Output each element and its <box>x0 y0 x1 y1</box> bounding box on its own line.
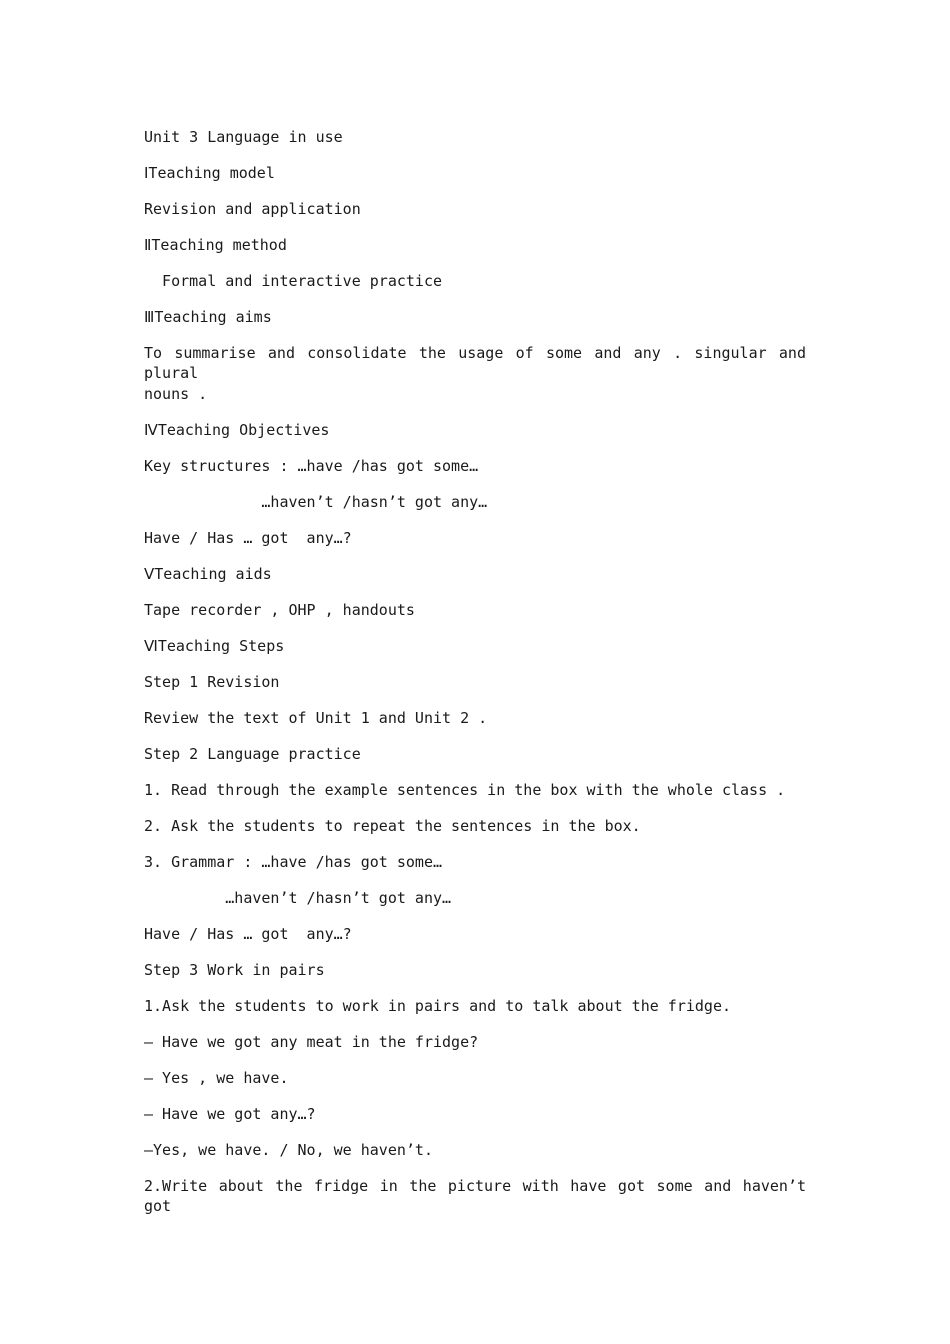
section-heading-teaching-method: ⅡTeaching method <box>144 236 287 254</box>
body-text: To summarise and consolidate the usage of some and any . singular and plural <box>144 344 806 382</box>
list-item: 2.Write about the fridge in the picture with have got some and haven’t got <box>144 1177 806 1215</box>
body-text: …haven’t /hasn’t got any… <box>144 889 452 907</box>
section-heading-teaching-model: ⅠTeaching model <box>144 164 275 182</box>
body-text: Tape recorder , OHP , handouts <box>144 601 415 619</box>
step-heading: Step 1 Revision <box>144 673 280 691</box>
body-text: Formal and interactive practice <box>144 272 443 290</box>
body-text: Have / Has … got any…? <box>144 529 352 547</box>
list-item: 1.Ask the students to work in pairs and to talk about the fridge. <box>144 997 731 1015</box>
section-heading-teaching-objectives: ⅣTeaching Objectives <box>144 421 330 439</box>
body-text: Revision and application <box>144 200 361 218</box>
section-heading-teaching-aims: ⅢTeaching aims <box>144 308 272 326</box>
list-item: 3. Grammar : …have /has got some… <box>144 853 443 871</box>
dialogue-line: — Have we got any…? <box>144 1105 316 1123</box>
body-text: nouns . <box>144 385 208 403</box>
body-text: Key structures : …have /has got some… <box>144 457 479 475</box>
list-item: 1. Read through the example sentences in the box with the whole class . <box>144 781 786 799</box>
step-heading: Step 2 Language practice <box>144 745 361 763</box>
section-heading-teaching-aids: ⅤTeaching aids <box>144 565 272 583</box>
dialogue-line: — Have we got any meat in the fridge? <box>144 1033 479 1051</box>
dialogue-line: — Yes , we have. <box>144 1069 289 1087</box>
step-heading: Step 3 Work in pairs <box>144 961 325 979</box>
list-item: 2. Ask the students to repeat the sentences in the box. <box>144 817 641 835</box>
section-heading-teaching-steps: ⅥTeaching Steps <box>144 637 285 655</box>
body-text: Have / Has … got any…? <box>144 925 352 943</box>
dialogue-line: —Yes, we have. / No, we haven’t. <box>144 1141 433 1159</box>
body-text: …haven’t /hasn’t got any… <box>144 493 488 511</box>
doc-title: Unit 3 Language in use <box>144 128 343 146</box>
body-text: Review the text of Unit 1 and Unit 2 . <box>144 709 488 727</box>
